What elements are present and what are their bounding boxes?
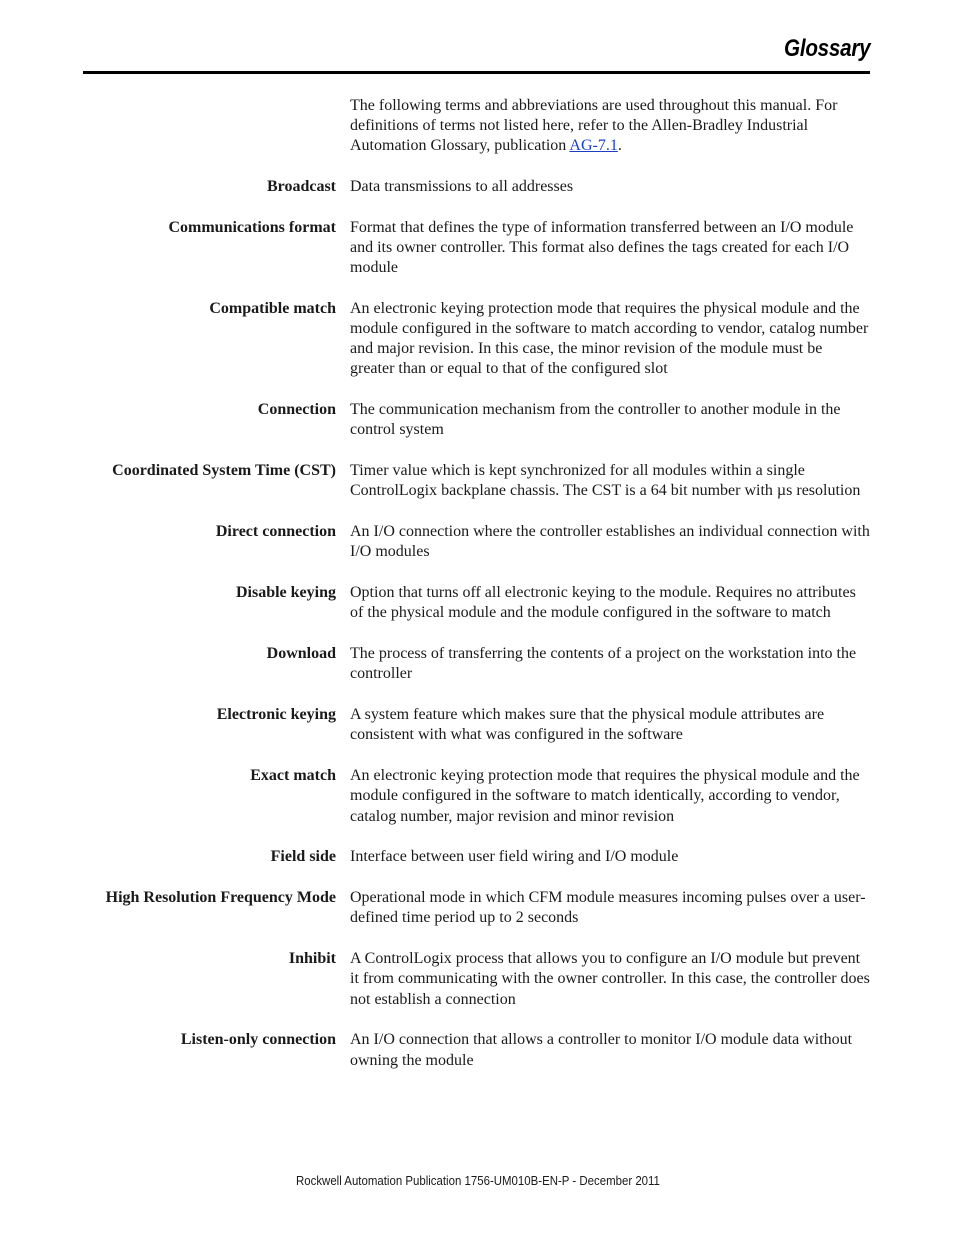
glossary-term: Exact match <box>250 767 336 785</box>
glossary-term: High Resolution Frequency Mode <box>105 889 336 907</box>
glossary-definition: A system feature which makes sure that the physical module attributes are consistent with what was configured in the software <box>350 706 825 744</box>
page-footer: Rockwell Automation Publication 1756-UM010B-EN-P - December 2011 <box>295 1173 660 1188</box>
glossary-term: Inhibit <box>288 950 336 968</box>
glossary-definition: An electronic keying protection mode that requires the physical module and the module configured in the software to match identically, according to vendor, catalog number, major revision and minor revision <box>350 767 860 825</box>
glossary-term: Download <box>266 645 336 663</box>
glossary-entry-electronic-keying <box>0 705 954 745</box>
glossary-entry-disable-keying <box>0 583 954 623</box>
glossary-content <box>0 96 954 1091</box>
title-rule <box>83 71 870 74</box>
page-title: Glossary <box>783 35 870 62</box>
glossary-term: Field side <box>270 848 336 866</box>
glossary-definition: An I/O connection that allows a controller to monitor I/O module data without owning the module <box>350 1031 853 1069</box>
glossary-definition: Data transmissions to all addresses <box>350 177 574 195</box>
glossary-term: Broadcast <box>266 177 336 195</box>
glossary-definition: Timer value which is kept synchronized for all modules within a single ControlLogix backplane chassis. The CST is a 64 bit number with µs resolution <box>350 462 861 500</box>
glossary-entry-broadcast <box>0 177 954 197</box>
ag-7-1-link[interactable]: AG-7.1 <box>569 137 618 155</box>
glossary-term: Listen-only connection <box>180 1031 336 1049</box>
glossary-term: Direct connection <box>215 523 336 541</box>
glossary-entry-download <box>0 644 954 684</box>
glossary-definition: The process of transferring the contents of a project on the workstation into the controller <box>350 645 857 683</box>
glossary-term: Coordinated System Time (CST) <box>112 462 336 480</box>
glossary-term: Communications format <box>168 218 336 236</box>
intro-text: The following terms and abbreviations are used throughout this manual. For definitions of terms not listed here, refer to the Allen-Bradley Industrial Automation Glossary, publication <box>350 97 838 155</box>
intro-text-end: . <box>617 137 622 155</box>
glossary-entry-high-resolution-frequency-mode <box>0 888 954 928</box>
glossary-entry-field-side <box>0 847 954 867</box>
glossary-term: Electronic keying <box>216 706 336 724</box>
glossary-entry-direct-connection <box>0 522 954 562</box>
glossary-definition: A ControlLogix process that allows you to configure an I/O module but prevent it from communicating with the owner controller. In this case, the controller does not establish a connection <box>350 950 870 1008</box>
glossary-entry-coordinated-system-time <box>0 461 954 501</box>
glossary-entry-inhibit <box>0 949 954 1010</box>
intro-paragraph <box>350 96 870 157</box>
glossary-term: Connection <box>257 401 336 419</box>
glossary-term: Compatible match <box>209 299 336 317</box>
glossary-definition: An electronic keying protection mode that requires the physical module and the module configured in the software to match according to vendor, catalog number and major revision. In this case, the minor revision of the module must be greater than or equal to that of the configured slot <box>350 299 869 378</box>
glossary-definition: Interface between user field wiring and I/O module <box>350 848 679 866</box>
glossary-definition: Format that defines the type of information transferred between an I/O module and its owner controller. This format also defines the tags created for each I/O module <box>350 218 854 276</box>
glossary-definition: An I/O connection where the controller establishes an individual connection with I/O modules <box>350 523 870 561</box>
glossary-definition: Option that turns off all electronic keying to the module. Requires no attributes of the physical module and the module configured in the software to match <box>350 584 856 622</box>
glossary-term: Disable keying <box>235 584 336 602</box>
glossary-entry-communications-format <box>0 218 954 279</box>
glossary-definition: Operational mode in which CFM module measures incoming pulses over a user-defined time period up to 2 seconds <box>350 889 866 927</box>
glossary-entry-connection <box>0 400 954 440</box>
glossary-definition: The communication mechanism from the controller to another module in the control system <box>350 401 841 439</box>
glossary-entry-exact-match <box>0 766 954 827</box>
glossary-entry-compatible-match <box>0 299 954 380</box>
glossary-entry-listen-only-connection <box>0 1030 954 1070</box>
